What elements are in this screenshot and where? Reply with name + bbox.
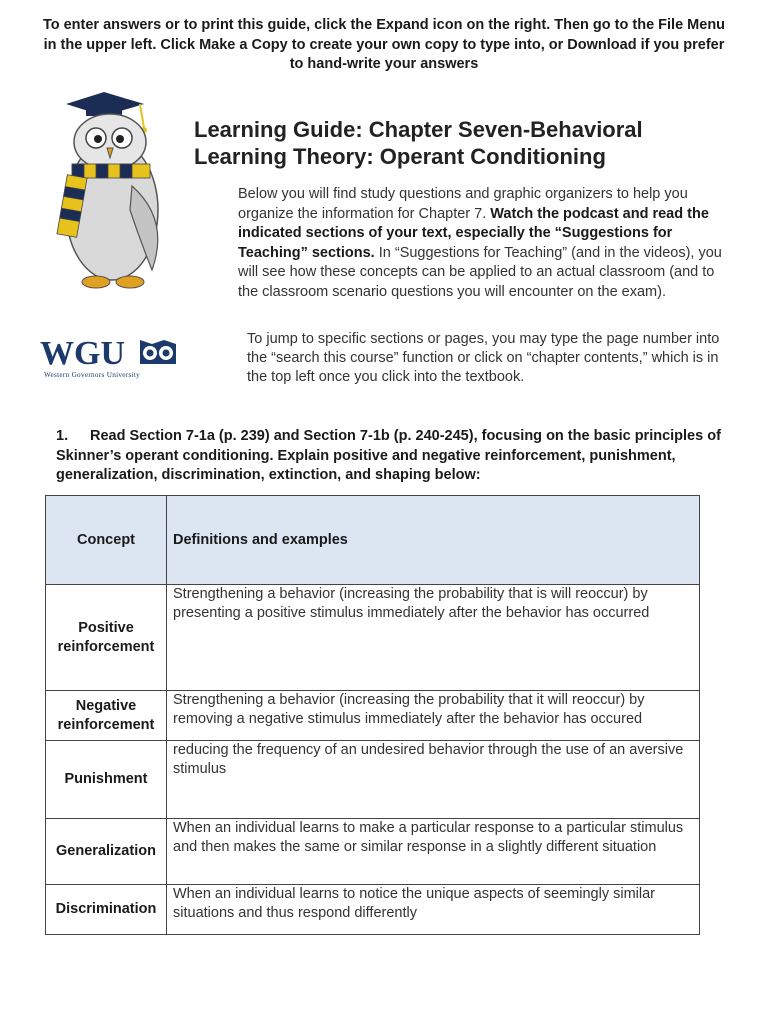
owl-eyes-icon	[140, 340, 176, 364]
concept-cell: Generalization	[46, 819, 167, 885]
concept-cell: Positive reinforcement	[46, 585, 167, 691]
intro-text-1: Below you will find study questions and graphic organizers to help you organize the information for Chapter 7.	[238, 186, 688, 222]
column-header-definitions: Definitions and examples	[167, 496, 700, 585]
definition-cell[interactable]: When an individual learns to notice the unique aspects of seemingly similar situations and thus respond differently	[167, 885, 700, 935]
definition-cell[interactable]: reducing the frequency of an undesired behavior through the use of an aversive stimulus	[167, 741, 700, 819]
wgu-logo-graphic	[40, 334, 190, 382]
definition-cell[interactable]: When an individual learns to make a particular response to a particular stimulus and then makes the same or similar response in a slightly different situation	[167, 819, 700, 885]
table-row	[46, 691, 700, 741]
wgu-logo	[40, 334, 190, 382]
concepts-table	[45, 495, 700, 935]
table-row	[46, 585, 700, 691]
concept-cell: Discrimination	[46, 885, 167, 935]
wgu-logo-subtitle: Western Governors University	[44, 371, 141, 379]
page-title	[194, 116, 734, 170]
question-number: 1.	[56, 428, 69, 444]
table-row	[46, 885, 700, 935]
question-1	[56, 427, 726, 486]
definition-cell[interactable]: Strengthening a behavior (increasing the probability that it will reoccur) by removing a negative stimulus immediately after the behavior has occured	[167, 691, 700, 741]
intro-text-2: In “Suggestions for Teaching” (and in the videos), you will see how these concepts can be applied to an actual classroom (and to the classroom scenario questions you will encounter on the exam).	[238, 244, 722, 300]
table-header-row	[46, 496, 700, 585]
intro-paragraph	[238, 185, 728, 302]
instructions-text: To enter answers or to print this guide, click the Expand icon on the right. Then go to the File Menu in the upper left. Click Make a Copy to create your own copy to type into, or Download if you prefer to hand-write your answers	[42, 17, 726, 72]
owl-mascot-image	[52, 90, 177, 300]
jump-instructions: To jump to specific sections or pages, you may type the page number into the “search this course” function or click on “chapter contents,” which is in the top left once you click into the textbook.	[247, 331, 720, 385]
title-line-2: Learning Theory: Operant Conditioning	[194, 144, 606, 169]
concept-cell: Punishment	[46, 741, 167, 819]
concept-cell: Negative reinforcement	[46, 691, 167, 741]
intro-bold-text: Watch the podcast and read the indicated sections of your text, especially the “Suggestions for Teaching” sections.	[238, 205, 709, 261]
title-line-1: Learning Guide: Chapter Seven-Behavioral	[194, 117, 643, 142]
column-header-concept: Concept	[46, 496, 167, 585]
definition-cell[interactable]: Strengthening a behavior (increasing the probability that is will reoccur) by presenting a positive stimulus immediately after the behavior has occurred	[167, 585, 700, 691]
question-text: Read Section 7-1a (p. 239) and Section 7-1b (p. 240-245), focusing on the basic principles of Skinner’s operant conditioning. Explain positive and negative reinforcement, punishment, generalization, discrimination, extinction, and shaping below:	[56, 428, 721, 483]
wgu-logo-letters: WGU	[40, 335, 125, 372]
table-row	[46, 819, 700, 885]
table-row	[46, 741, 700, 819]
